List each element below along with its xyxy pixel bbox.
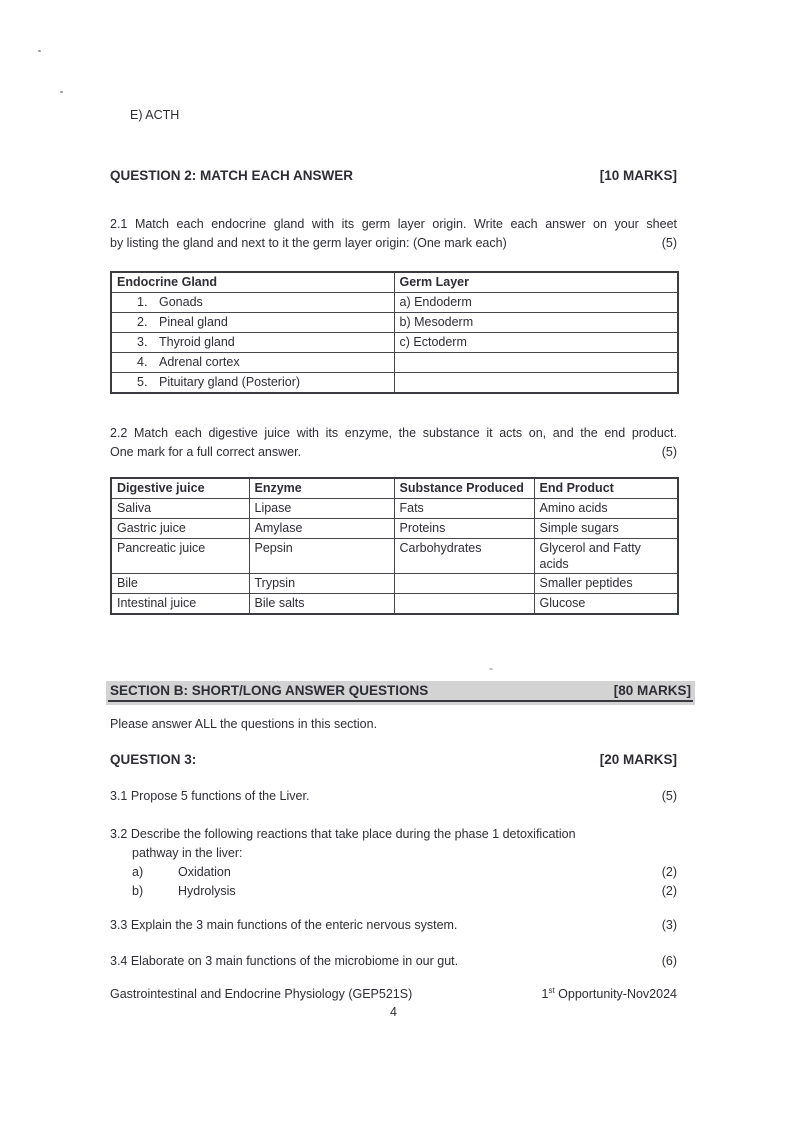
- table-cell: Pepsin: [249, 539, 394, 574]
- q21-line1: 2.1 Match each endocrine gland with its germ layer origin. Write each answer on your sheet: [110, 217, 677, 231]
- table-cell: Amino acids: [534, 499, 678, 519]
- table-cell: Glycerol and Fatty acids: [534, 539, 678, 574]
- footer-superscript: st: [548, 985, 555, 995]
- column-header: Enzyme: [249, 478, 394, 499]
- q32-b-marks: (2): [661, 884, 677, 898]
- q21-paragraph: [110, 215, 677, 253]
- scan-speck: [38, 50, 41, 52]
- question3-title: QUESTION 3:: [110, 752, 197, 767]
- germ-layer-cell: b) Mesoderm: [394, 313, 678, 333]
- q32-b-num: b): [132, 884, 144, 898]
- q22-line2-text: One mark for a full correct answer.: [110, 445, 302, 459]
- column-header: Digestive juice: [111, 478, 249, 499]
- gland-number: 1.: [137, 295, 148, 309]
- question3-heading: [110, 750, 677, 769]
- table-row: [111, 574, 678, 594]
- q32-a-marks: (2): [661, 865, 677, 879]
- table-cell: Trypsin: [249, 574, 394, 594]
- q31-marks: (5): [661, 789, 677, 803]
- germ-layer-cell: [394, 353, 678, 373]
- page-footer: [110, 985, 677, 1003]
- table-row: [111, 353, 678, 373]
- q32-line1: 3.2 Describe the following reactions that take place during the phase 1 detoxification: [110, 827, 576, 841]
- table-cell: [394, 594, 534, 615]
- q33-marks: (3): [661, 918, 677, 932]
- q21-line2: [110, 234, 677, 253]
- table-cell: Bile: [111, 574, 249, 594]
- question2-heading: [110, 166, 677, 185]
- q32-sub-b: [110, 882, 677, 901]
- table-header-row: [111, 272, 678, 293]
- q21-line2-text: by listing the gland and next to it the germ layer origin: (One mark each): [110, 236, 507, 250]
- q22-marks: (5): [661, 445, 677, 459]
- column-header: Germ Layer: [394, 272, 678, 293]
- scan-speck: [489, 668, 493, 670]
- gland-name: Adrenal cortex: [159, 355, 240, 369]
- gland-name: Thyroid gland: [159, 335, 235, 349]
- q31-line: [110, 787, 677, 806]
- q32-b-label: Hydrolysis: [178, 884, 236, 898]
- q21-marks: (5): [661, 236, 677, 250]
- table-cell: Bile salts: [249, 594, 394, 615]
- q34-line: [110, 952, 677, 971]
- table-cell: Lipase: [249, 499, 394, 519]
- question2-title: QUESTION 2: MATCH EACH ANSWER: [110, 168, 353, 183]
- q31-text: 3.1 Propose 5 functions of the Liver.: [110, 789, 310, 803]
- table-cell: Smaller peptides: [534, 574, 678, 594]
- option-e-text: E) ACTH: [130, 108, 180, 122]
- table-cell: Proteins: [394, 519, 534, 539]
- q34-text: 3.4 Elaborate on 3 main functions of the microbiome in our gut.: [110, 954, 459, 968]
- section-b-marks: [80 MARKS]: [613, 683, 691, 698]
- q22-line2: [110, 443, 677, 462]
- section-b-title: SECTION B: SHORT/LONG ANSWER QUESTIONS: [110, 683, 429, 698]
- gland-name: Pituitary gland (Posterior): [159, 375, 301, 389]
- gland-name: Pineal gland: [159, 315, 228, 329]
- gland-number: 2.: [137, 315, 148, 329]
- footer-course-title: Gastrointestinal and Endocrine Physiology (GEP521S): [110, 987, 413, 1001]
- table-cell: Amylase: [249, 519, 394, 539]
- column-header: End Product: [534, 478, 678, 499]
- table-cell: Pancreatic juice: [111, 539, 249, 574]
- table-cell: Gastric juice: [111, 519, 249, 539]
- q33-text: 3.3 Explain the 3 main functions of the enteric nervous system.: [110, 918, 458, 932]
- table-header-row: [111, 478, 678, 499]
- question2-marks: [10 MARKS]: [599, 168, 677, 183]
- section-b-header-bar: [106, 681, 695, 705]
- q32-a-label: Oxidation: [178, 865, 231, 879]
- column-header: Endocrine Gland: [111, 272, 394, 293]
- gland-number: 5.: [137, 375, 148, 389]
- table-cell: Fats: [394, 499, 534, 519]
- table-cell: Carbohydrates: [394, 539, 534, 574]
- table-cell: [394, 574, 534, 594]
- question3-marks: [20 MARKS]: [599, 752, 677, 767]
- table-row: [111, 519, 678, 539]
- section-b-note: Please answer ALL the questions in this section.: [110, 717, 378, 731]
- gland-number: 4.: [137, 355, 148, 369]
- q32-block: [110, 825, 677, 901]
- table-row: [111, 594, 678, 615]
- q32-sub-a: [110, 863, 677, 882]
- q33-line: [110, 916, 677, 935]
- q32-a-num: a): [132, 865, 144, 879]
- germ-layer-cell: [394, 373, 678, 394]
- table-cell: Glucose: [534, 594, 678, 615]
- q22-line1: 2.2 Match each digestive juice with its enzyme, the substance it acts on, and the end product.: [110, 426, 677, 440]
- table-row: [111, 499, 678, 519]
- page-number: 4: [390, 1005, 397, 1019]
- digestive-juice-table: [110, 477, 679, 615]
- table-row: [111, 293, 678, 313]
- column-header: Substance Produced: [394, 478, 534, 499]
- q22-paragraph: [110, 424, 677, 462]
- q34-marks: (6): [661, 954, 677, 968]
- gland-name: Gonads: [159, 295, 203, 309]
- endocrine-germ-table: [110, 271, 679, 394]
- germ-layer-cell: a) Endoderm: [394, 293, 678, 313]
- table-cell: Intestinal juice: [111, 594, 249, 615]
- gland-number: 3.: [137, 335, 148, 349]
- q32-line2: pathway in the liver:: [132, 846, 243, 860]
- table-row: [111, 313, 678, 333]
- table-cell: Simple sugars: [534, 519, 678, 539]
- table-row: [111, 539, 678, 574]
- scan-speck: [60, 91, 63, 93]
- table-row: [111, 333, 678, 353]
- table-cell: Saliva: [111, 499, 249, 519]
- table-row: [111, 373, 678, 394]
- germ-layer-cell: c) Ectoderm: [394, 333, 678, 353]
- footer-opportunity: 1st Opportunity-Nov2024: [541, 985, 677, 1001]
